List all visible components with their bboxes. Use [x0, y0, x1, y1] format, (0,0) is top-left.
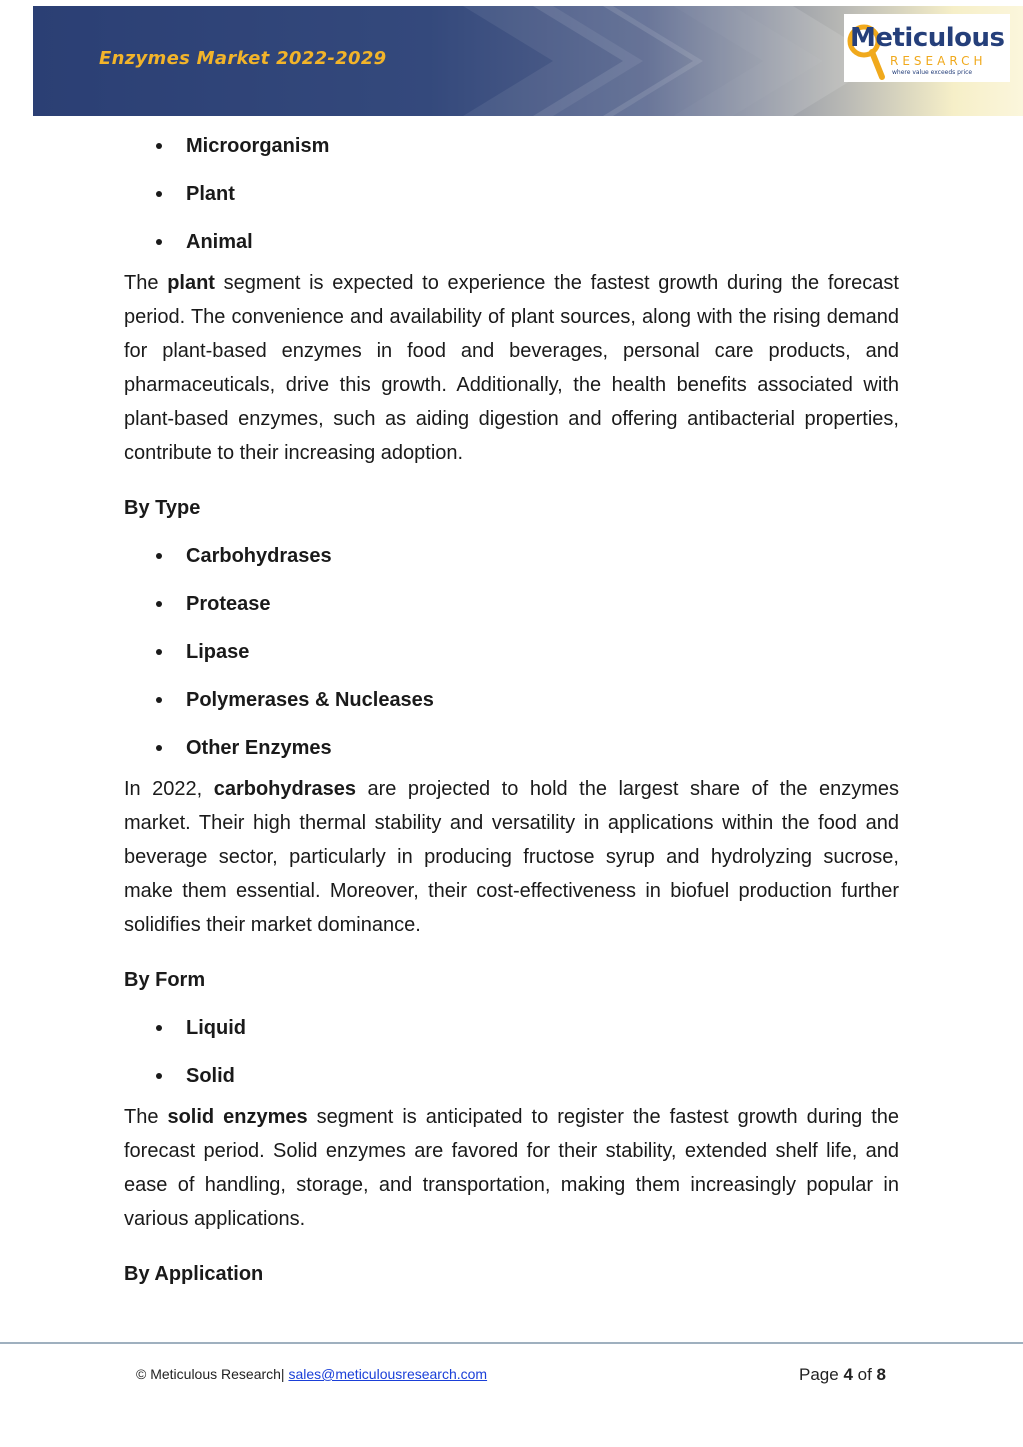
document-title: Enzymes Market 2022-2029 [99, 48, 387, 69]
footer-copyright: © Meticulous Research| sales@meticulousresearch.com [136, 1366, 488, 1382]
form-list [124, 1004, 899, 1100]
bullet-icon [156, 239, 162, 245]
source-list [124, 122, 899, 266]
list-item: Protease [124, 580, 899, 628]
bullet-icon [156, 601, 162, 607]
bullet-icon [156, 191, 162, 197]
type-paragraph: In 2022, carbohydrases are projected to hold the largest share of the enzymes market. Their high thermal stability and versatility in applications within the food and beverage sector, particularly in producing fructose syrup and hydrolyzing sucrose, make them essential. Moreover, their cost-effectiveness in biofuel production further solidifies their market dominance. [124, 778, 899, 936]
footer-divider [0, 1342, 1023, 1344]
list-item: Microorganism [124, 122, 899, 170]
form-paragraph: The solid enzymes segment is anticipated to register the fastest growth during the forecast period. Solid enzymes are favored for their stability, extended shelf life, and ease of handling, storage, and transportation, making them increasingly popular in various applications. [124, 1106, 900, 1230]
company-logo [844, 14, 1010, 82]
bullet-icon [156, 143, 162, 149]
list-item: Lipase [124, 628, 899, 676]
logo-wordmark: Meticulous [850, 23, 1005, 53]
bullet-icon [156, 745, 162, 751]
list-item: Solid [124, 1052, 899, 1100]
section-heading-application: By Application [124, 1263, 264, 1285]
bullet-icon [156, 649, 162, 655]
type-list [124, 532, 899, 772]
bullet-icon [156, 1073, 162, 1079]
list-item: Polymerases & Nucleases [124, 676, 899, 724]
section-heading-type: By Type [124, 497, 201, 519]
page-content [124, 122, 899, 1298]
logo-subtitle: RESEARCH [890, 54, 987, 68]
list-item: Liquid [124, 1004, 899, 1052]
list-item: Carbohydrases [124, 532, 899, 580]
email-link[interactable]: sales@meticulousresearch.com [288, 1366, 488, 1382]
list-item: Animal [124, 218, 899, 266]
bullet-icon [156, 697, 162, 703]
list-item: Plant [124, 170, 899, 218]
list-item: Other Enzymes [124, 724, 899, 772]
section-heading-form: By Form [124, 969, 206, 991]
page-header [33, 6, 1023, 116]
bullet-icon [156, 1025, 162, 1031]
bullet-icon [156, 553, 162, 559]
page-number: Page 4 of 8 [799, 1365, 886, 1384]
source-paragraph: The plant segment is expected to experience the fastest growth during the forecast period. The convenience and availability of plant sources, along with the rising demand for plant-based enzymes in food and beverages, personal care products, and pharmaceuticals, drive this growth. Additionally, the health benefits associated with plant-based enzymes, such as aiding digestion and offering antibacterial properties, contribute to their increasing adoption. [124, 272, 899, 464]
logo-tagline: where value exceeds price [892, 69, 973, 76]
